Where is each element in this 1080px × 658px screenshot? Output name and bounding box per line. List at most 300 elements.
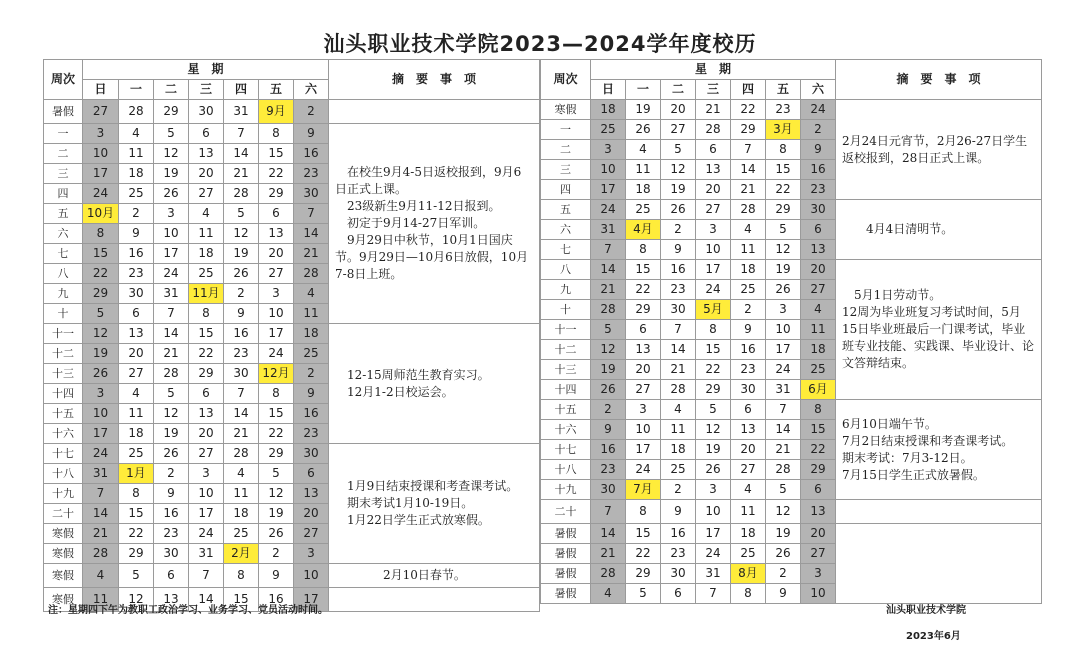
day-cell: 16 xyxy=(259,588,294,612)
day-cell: 19 xyxy=(83,344,119,364)
day-cell: 23 xyxy=(766,100,801,120)
day-cell: 2月 xyxy=(224,544,259,564)
week-label: 三 xyxy=(44,164,83,184)
day-cell: 13 xyxy=(119,324,154,344)
day-cell: 27 xyxy=(189,184,224,204)
day-cell: 1月 xyxy=(119,464,154,484)
day-cell: 12 xyxy=(766,240,801,260)
day-cell: 18 xyxy=(119,424,154,444)
day-cell: 23 xyxy=(591,460,626,480)
week-label: 二十 xyxy=(541,500,591,524)
week-label: 十八 xyxy=(541,460,591,480)
day-cell: 14 xyxy=(83,504,119,524)
note-line: 期末考试：7月3-12日。 xyxy=(842,450,973,465)
week-label: 十八 xyxy=(44,464,83,484)
day-cell: 28 xyxy=(154,364,189,384)
day-cell: 30 xyxy=(119,284,154,304)
day-cell: 19 xyxy=(696,440,731,460)
week-row xyxy=(541,524,1042,544)
header-day: 三 xyxy=(189,80,224,100)
day-cell: 15 xyxy=(224,588,259,612)
day-cell: 23 xyxy=(731,360,766,380)
day-cell: 29 xyxy=(259,184,294,204)
day-cell: 15 xyxy=(626,260,661,280)
day-cell: 22 xyxy=(259,424,294,444)
day-cell: 5月 xyxy=(696,300,731,320)
week-label: 五 xyxy=(541,200,591,220)
day-cell: 3 xyxy=(696,220,731,240)
day-cell: 3 xyxy=(154,204,189,224)
day-cell: 16 xyxy=(801,160,836,180)
day-cell: 20 xyxy=(801,524,836,544)
day-cell: 31 xyxy=(224,100,259,124)
day-cell: 31 xyxy=(189,544,224,564)
day-cell: 3 xyxy=(83,384,119,404)
day-cell: 7 xyxy=(294,204,329,224)
week-label: 暑假 xyxy=(541,564,591,584)
header-weekday-group: 星 期 xyxy=(83,60,329,80)
day-cell: 25 xyxy=(119,444,154,464)
day-cell: 13 xyxy=(801,240,836,260)
day-cell: 22 xyxy=(83,264,119,284)
day-cell: 9 xyxy=(294,124,329,144)
day-cell: 23 xyxy=(801,180,836,200)
day-cell: 31 xyxy=(766,380,801,400)
notes-cell xyxy=(329,564,540,588)
note-line: 1月9日结束授课和考查课考试。 xyxy=(335,479,519,493)
week-row xyxy=(44,324,540,344)
left-calendar-table xyxy=(43,59,540,612)
day-cell: 3 xyxy=(591,140,626,160)
week-row xyxy=(44,564,540,588)
header-day: 四 xyxy=(731,80,766,100)
day-cell: 4 xyxy=(224,464,259,484)
note-line: 在校生9月4-5日返校报到，9月6日正式上课。 xyxy=(335,165,522,196)
day-cell: 2 xyxy=(294,364,329,384)
day-cell: 23 xyxy=(119,264,154,284)
day-cell: 21 xyxy=(294,244,329,264)
day-cell: 29 xyxy=(731,120,766,140)
day-cell: 13 xyxy=(731,420,766,440)
header-day: 六 xyxy=(801,80,836,100)
day-cell: 8 xyxy=(119,484,154,504)
day-cell: 12 xyxy=(83,324,119,344)
day-cell: 4 xyxy=(661,400,696,420)
day-cell: 17 xyxy=(766,340,801,360)
week-label: 十六 xyxy=(44,424,83,444)
week-label: 十九 xyxy=(541,480,591,500)
day-cell: 6 xyxy=(259,204,294,224)
header-day: 日 xyxy=(591,80,626,100)
week-label: 十九 xyxy=(44,484,83,504)
week-label: 六 xyxy=(541,220,591,240)
day-cell: 13 xyxy=(294,484,329,504)
day-cell: 27 xyxy=(801,544,836,564)
day-cell: 9 xyxy=(801,140,836,160)
day-cell: 25 xyxy=(661,460,696,480)
note-line: 5月1日劳动节。 xyxy=(842,288,942,302)
day-cell: 24 xyxy=(259,344,294,364)
day-cell: 4 xyxy=(626,140,661,160)
day-cell: 11 xyxy=(626,160,661,180)
note-line: 12周为毕业班复习考试时间，5月15日毕业班最后一门课考试，毕业班专业技能、实践课、毕业设计、论文答辩结束。 xyxy=(842,305,1035,370)
day-cell: 4 xyxy=(731,220,766,240)
day-cell: 23 xyxy=(661,544,696,564)
day-cell: 17 xyxy=(154,244,189,264)
day-cell: 6 xyxy=(154,564,189,588)
day-cell: 26 xyxy=(83,364,119,384)
day-cell: 17 xyxy=(259,324,294,344)
note-line: 7月2日结束授课和考查课考试。 xyxy=(842,433,1014,448)
day-cell: 9 xyxy=(731,320,766,340)
day-cell: 30 xyxy=(801,200,836,220)
day-cell: 19 xyxy=(259,504,294,524)
week-label: 十 xyxy=(44,304,83,324)
header-day: 五 xyxy=(766,80,801,100)
day-cell: 20 xyxy=(696,180,731,200)
day-cell: 7 xyxy=(696,584,731,604)
note-line: 6月10日端午节。 xyxy=(842,416,937,431)
day-cell: 2 xyxy=(294,100,329,124)
day-cell: 28 xyxy=(591,300,626,320)
day-cell: 12月 xyxy=(259,364,294,384)
week-row xyxy=(541,500,1042,524)
day-cell: 11月 xyxy=(189,284,224,304)
notes-cell xyxy=(836,500,1042,524)
day-cell: 14 xyxy=(591,524,626,544)
day-cell: 10 xyxy=(696,240,731,260)
day-cell: 19 xyxy=(766,260,801,280)
day-cell: 9 xyxy=(119,224,154,244)
day-cell: 9月 xyxy=(259,100,294,124)
day-cell: 18 xyxy=(661,440,696,460)
note-line: 4月4日清明节。 xyxy=(842,222,954,236)
day-cell: 13 xyxy=(189,404,224,424)
day-cell: 25 xyxy=(731,280,766,300)
day-cell: 14 xyxy=(591,260,626,280)
note-line: 7月15日学生正式放暑假。 xyxy=(842,467,985,482)
day-cell: 17 xyxy=(294,588,329,612)
week-label: 二 xyxy=(44,144,83,164)
day-cell: 20 xyxy=(294,504,329,524)
day-cell: 3 xyxy=(294,544,329,564)
day-cell: 2 xyxy=(591,400,626,420)
day-cell: 30 xyxy=(661,564,696,584)
day-cell: 26 xyxy=(766,280,801,300)
day-cell: 28 xyxy=(696,120,731,140)
note-line: 23级新生9月11-12日报到。 xyxy=(335,199,501,213)
notes-cell xyxy=(329,124,540,324)
day-cell: 18 xyxy=(189,244,224,264)
day-cell: 29 xyxy=(626,564,661,584)
day-cell: 2 xyxy=(224,284,259,304)
day-cell: 27 xyxy=(189,444,224,464)
day-cell: 8 xyxy=(83,224,119,244)
week-label: 一 xyxy=(44,124,83,144)
day-cell: 27 xyxy=(259,264,294,284)
week-label: 二十 xyxy=(44,504,83,524)
day-cell: 12 xyxy=(119,588,154,612)
day-cell: 6 xyxy=(801,220,836,240)
day-cell: 21 xyxy=(83,524,119,544)
day-cell: 29 xyxy=(259,444,294,464)
day-cell: 9 xyxy=(661,500,696,524)
day-cell: 17 xyxy=(626,440,661,460)
week-label: 九 xyxy=(44,284,83,304)
day-cell: 12 xyxy=(661,160,696,180)
day-cell: 9 xyxy=(259,564,294,588)
day-cell: 16 xyxy=(154,504,189,524)
day-cell: 31 xyxy=(696,564,731,584)
day-cell: 12 xyxy=(696,420,731,440)
day-cell: 25 xyxy=(731,544,766,564)
day-cell: 14 xyxy=(731,160,766,180)
week-label: 八 xyxy=(44,264,83,284)
week-label: 暑假 xyxy=(44,100,83,124)
day-cell: 3 xyxy=(189,464,224,484)
day-cell: 7 xyxy=(189,564,224,588)
day-cell: 20 xyxy=(801,260,836,280)
day-cell: 30 xyxy=(661,300,696,320)
day-cell: 22 xyxy=(189,344,224,364)
day-cell: 11 xyxy=(731,500,766,524)
day-cell: 20 xyxy=(189,424,224,444)
day-cell: 16 xyxy=(661,524,696,544)
header-week: 周次 xyxy=(541,60,591,100)
week-label: 十一 xyxy=(541,320,591,340)
day-cell: 22 xyxy=(626,544,661,564)
day-cell: 6 xyxy=(119,304,154,324)
day-cell: 12 xyxy=(259,484,294,504)
day-cell: 2 xyxy=(119,204,154,224)
day-cell: 2 xyxy=(731,300,766,320)
day-cell: 21 xyxy=(696,100,731,120)
day-cell: 27 xyxy=(696,200,731,220)
week-label: 五 xyxy=(44,204,83,224)
notes-cell xyxy=(329,588,540,612)
notes-cell xyxy=(836,400,1042,500)
header-week: 周次 xyxy=(44,60,83,100)
header-day: 六 xyxy=(294,80,329,100)
day-cell: 20 xyxy=(189,164,224,184)
day-cell: 14 xyxy=(294,224,329,244)
day-cell: 23 xyxy=(154,524,189,544)
week-label: 十五 xyxy=(44,404,83,424)
day-cell: 4 xyxy=(591,584,626,604)
week-label: 寒假 xyxy=(44,524,83,544)
day-cell: 21 xyxy=(224,164,259,184)
day-cell: 3 xyxy=(801,564,836,584)
day-cell: 13 xyxy=(801,500,836,524)
day-cell: 29 xyxy=(189,364,224,384)
day-cell: 7 xyxy=(83,484,119,504)
day-cell: 5 xyxy=(83,304,119,324)
day-cell: 11 xyxy=(801,320,836,340)
day-cell: 5 xyxy=(154,384,189,404)
week-row xyxy=(44,444,540,464)
footer-note: 注：星期四下午为教职工政治学习、业务学习、党员活动时间。 xyxy=(48,605,328,616)
day-cell: 28 xyxy=(294,264,329,284)
day-cell: 13 xyxy=(626,340,661,360)
day-cell: 24 xyxy=(83,444,119,464)
day-cell: 10 xyxy=(591,160,626,180)
day-cell: 15 xyxy=(83,244,119,264)
day-cell: 22 xyxy=(259,164,294,184)
day-cell: 4 xyxy=(189,204,224,224)
day-cell: 4 xyxy=(294,284,329,304)
day-cell: 14 xyxy=(224,144,259,164)
day-cell: 12 xyxy=(154,404,189,424)
week-label: 寒假 xyxy=(541,100,591,120)
day-cell: 23 xyxy=(224,344,259,364)
week-label: 寒假 xyxy=(44,544,83,564)
day-cell: 22 xyxy=(626,280,661,300)
day-cell: 9 xyxy=(591,420,626,440)
day-cell: 22 xyxy=(766,180,801,200)
day-cell: 2 xyxy=(661,220,696,240)
day-cell: 16 xyxy=(119,244,154,264)
day-cell: 8 xyxy=(731,584,766,604)
day-cell: 14 xyxy=(224,404,259,424)
day-cell: 28 xyxy=(83,544,119,564)
week-label: 八 xyxy=(541,260,591,280)
day-cell: 16 xyxy=(661,260,696,280)
note-line: 初定于9月14-27日军训。 xyxy=(335,216,486,230)
day-cell: 22 xyxy=(696,360,731,380)
day-cell: 11 xyxy=(189,224,224,244)
day-cell: 28 xyxy=(766,460,801,480)
day-cell: 30 xyxy=(731,380,766,400)
day-cell: 14 xyxy=(766,420,801,440)
day-cell: 19 xyxy=(154,164,189,184)
notes-cell xyxy=(836,100,1042,200)
day-cell: 30 xyxy=(591,480,626,500)
day-cell: 10 xyxy=(766,320,801,340)
day-cell: 4月 xyxy=(626,220,661,240)
day-cell: 15 xyxy=(766,160,801,180)
header-notes: 摘 要 事 项 xyxy=(836,60,1042,100)
note-line: 期末考试1月10-19日。 xyxy=(335,496,474,510)
footer-school: 汕头职业技术学院 xyxy=(886,605,966,616)
day-cell: 5 xyxy=(119,564,154,588)
day-cell: 4 xyxy=(119,384,154,404)
day-cell: 8月 xyxy=(731,564,766,584)
day-cell: 25 xyxy=(294,344,329,364)
day-cell: 18 xyxy=(731,260,766,280)
day-cell: 23 xyxy=(661,280,696,300)
week-label: 暑假 xyxy=(541,584,591,604)
day-cell: 11 xyxy=(224,484,259,504)
day-cell: 18 xyxy=(591,100,626,120)
header-day: 一 xyxy=(626,80,661,100)
day-cell: 6 xyxy=(661,584,696,604)
day-cell: 5 xyxy=(154,124,189,144)
day-cell: 5 xyxy=(661,140,696,160)
week-label: 十四 xyxy=(541,380,591,400)
day-cell: 12 xyxy=(154,144,189,164)
day-cell: 27 xyxy=(801,280,836,300)
day-cell: 4 xyxy=(731,480,766,500)
day-cell: 28 xyxy=(224,444,259,464)
day-cell: 26 xyxy=(591,380,626,400)
day-cell: 30 xyxy=(294,184,329,204)
day-cell: 4 xyxy=(83,564,119,588)
day-cell: 20 xyxy=(259,244,294,264)
day-cell: 20 xyxy=(626,360,661,380)
day-cell: 21 xyxy=(731,180,766,200)
day-cell: 28 xyxy=(591,564,626,584)
week-label: 二 xyxy=(541,140,591,160)
day-cell: 7 xyxy=(591,240,626,260)
day-cell: 16 xyxy=(731,340,766,360)
day-cell: 4 xyxy=(119,124,154,144)
day-cell: 25 xyxy=(626,200,661,220)
day-cell: 29 xyxy=(119,544,154,564)
notes-cell xyxy=(329,100,540,124)
day-cell: 21 xyxy=(154,344,189,364)
day-cell: 6 xyxy=(189,124,224,144)
day-cell: 29 xyxy=(83,284,119,304)
day-cell: 9 xyxy=(766,584,801,604)
day-cell: 19 xyxy=(626,100,661,120)
day-cell: 19 xyxy=(224,244,259,264)
week-label: 十四 xyxy=(44,384,83,404)
day-cell: 5 xyxy=(259,464,294,484)
day-cell: 6 xyxy=(189,384,224,404)
day-cell: 16 xyxy=(591,440,626,460)
day-cell: 10 xyxy=(83,144,119,164)
day-cell: 24 xyxy=(766,360,801,380)
day-cell: 12 xyxy=(224,224,259,244)
day-cell: 19 xyxy=(154,424,189,444)
header-day: 三 xyxy=(696,80,731,100)
day-cell: 13 xyxy=(259,224,294,244)
week-row xyxy=(541,400,1042,420)
day-cell: 8 xyxy=(259,124,294,144)
day-cell: 26 xyxy=(766,544,801,564)
day-cell: 30 xyxy=(154,544,189,564)
day-cell: 21 xyxy=(591,280,626,300)
day-cell: 27 xyxy=(119,364,154,384)
day-cell: 30 xyxy=(224,364,259,384)
day-cell: 10月 xyxy=(83,204,119,224)
day-cell: 29 xyxy=(766,200,801,220)
week-label: 十五 xyxy=(541,400,591,420)
note-line: 1月22日学生正式放寒假。 xyxy=(335,513,490,527)
day-cell: 26 xyxy=(661,200,696,220)
day-cell: 24 xyxy=(83,184,119,204)
day-cell: 26 xyxy=(696,460,731,480)
day-cell: 17 xyxy=(696,260,731,280)
week-label: 十三 xyxy=(541,360,591,380)
day-cell: 31 xyxy=(591,220,626,240)
day-cell: 24 xyxy=(189,524,224,544)
week-label: 七 xyxy=(44,244,83,264)
week-row xyxy=(44,100,540,124)
day-cell: 11 xyxy=(294,304,329,324)
day-cell: 8 xyxy=(626,240,661,260)
week-row xyxy=(541,260,1042,280)
week-label: 十二 xyxy=(44,344,83,364)
week-label: 寒假 xyxy=(44,588,83,612)
day-cell: 13 xyxy=(154,588,189,612)
notes-cell xyxy=(329,444,540,564)
day-cell: 10 xyxy=(626,420,661,440)
day-cell: 25 xyxy=(801,360,836,380)
week-label: 三 xyxy=(541,160,591,180)
page-title: 汕头职业技术学院2023—2024学年度校历 xyxy=(323,32,757,56)
day-cell: 18 xyxy=(801,340,836,360)
